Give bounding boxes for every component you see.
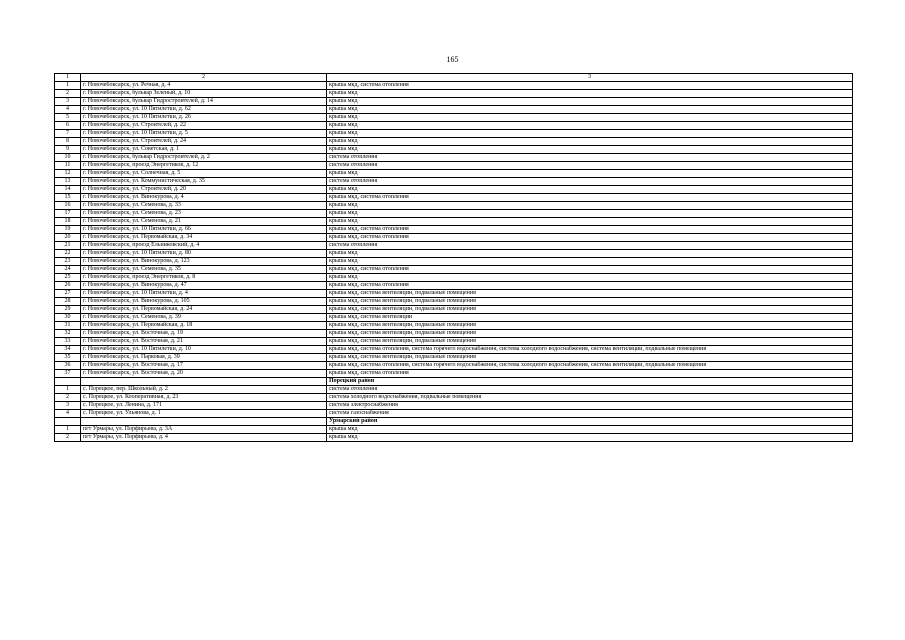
row-address: г. Новочебоксарск, ул. 10 Пятилетки, д. 66 xyxy=(81,226,327,234)
table-row xyxy=(55,226,853,234)
row-address: г. Новочебоксарск, проезд Энергетиков, д. 12 xyxy=(81,162,327,170)
row-number: 1 xyxy=(55,386,81,394)
row-number: 16 xyxy=(55,202,81,210)
row-works: крыша мкд, система вентиляции xyxy=(327,314,853,322)
table-row xyxy=(55,98,853,106)
column-header-number: 1 xyxy=(55,74,81,82)
row-address: г. Новочебоксарск, ул. Первомайская, д. 34 xyxy=(81,234,327,242)
table-row xyxy=(55,106,853,114)
row-address: г. Новочебоксарск, ул. Первомайская, д. 24 xyxy=(81,306,327,314)
row-works: система газоснабжения xyxy=(327,410,853,418)
table-row xyxy=(55,354,853,362)
row-works: крыша мкд, система отопления xyxy=(327,370,853,378)
row-works: система отопления xyxy=(327,162,853,170)
row-number: 21 xyxy=(55,242,81,250)
row-address: г. Новочебоксарск, проезд Ельниковский, д. 4 xyxy=(81,242,327,250)
row-works: крыша мкд xyxy=(327,138,853,146)
row-number: 37 xyxy=(55,370,81,378)
table-row xyxy=(55,314,853,322)
row-address: с. Порецкое, ул. Кооперативная, д. 23 xyxy=(81,394,327,402)
table-row xyxy=(55,362,853,370)
row-works: крыша мкд xyxy=(327,122,853,130)
row-number: 11 xyxy=(55,162,81,170)
table-row xyxy=(55,394,853,402)
column-header-address: 2 xyxy=(81,74,327,82)
table-row xyxy=(55,370,853,378)
row-address: г. Новочебоксарск, ул. Советская, д. 1 xyxy=(81,146,327,154)
table-row xyxy=(55,90,853,98)
row-works: крыша мкд xyxy=(327,274,853,282)
row-number: 29 xyxy=(55,306,81,314)
row-address: г. Новочебоксарск, ул. Семенова, д. 21 xyxy=(81,218,327,226)
row-works: система отопления xyxy=(327,386,853,394)
row-works: крыша мкд, система отопления xyxy=(327,266,853,274)
table-header-row xyxy=(55,74,853,82)
table-row xyxy=(55,186,853,194)
row-address: с. Порецкое, ул. Ленина, д. 171 xyxy=(81,402,327,410)
table-row xyxy=(55,434,853,442)
row-number: 20 xyxy=(55,234,81,242)
table-row xyxy=(55,402,853,410)
row-address: г. Новочебоксарск, ул. Семенова, д. 23 xyxy=(81,210,327,218)
row-number: 4 xyxy=(55,106,81,114)
row-number: 24 xyxy=(55,266,81,274)
table-row xyxy=(55,218,853,226)
row-number: 13 xyxy=(55,178,81,186)
row-number: 2 xyxy=(55,434,81,442)
section-header-row xyxy=(55,418,853,426)
row-address: пгт Урмары, ул. Порфирьева, д. 3А xyxy=(81,426,327,434)
row-works: крыша мкд xyxy=(327,202,853,210)
row-address: г. Новочебоксарск, ул. Строителей, д. 22 xyxy=(81,122,327,130)
row-works: крыша мкд xyxy=(327,170,853,178)
row-address: г. Новочебоксарск, ул. Восточная, д. 20 xyxy=(81,370,327,378)
section-header-row xyxy=(55,378,853,386)
row-number: 1 xyxy=(55,426,81,434)
row-works: крыша мкд xyxy=(327,98,853,106)
row-address: г. Новочебоксарск, ул. Винокурова, д. 105 xyxy=(81,298,327,306)
row-address: г. Новочебоксарск, ул. 10 Пятилетки, д. 62 xyxy=(81,106,327,114)
table-row xyxy=(55,138,853,146)
row-works: крыша мкд, система вентиляции, подвальные помещения xyxy=(327,322,853,330)
table-row xyxy=(55,282,853,290)
row-number: 9 xyxy=(55,146,81,154)
row-number: 22 xyxy=(55,250,81,258)
row-works: крыша мкд xyxy=(327,426,853,434)
table-row xyxy=(55,242,853,250)
row-works: крыша мкд xyxy=(327,130,853,138)
table-row xyxy=(55,290,853,298)
table-row xyxy=(55,338,853,346)
row-works: крыша мкд, система отопления xyxy=(327,194,853,202)
row-address: г. Новочебоксарск, ул. Речная, д. 4 xyxy=(81,82,327,90)
row-address: г. Новочебоксарск, ул. 10 Пятилетки, д. 80 xyxy=(81,250,327,258)
row-works: крыша мкд, система отопления, система горячего водоснабжения, система холодного водоснабжения, система вентиляции, подвальные помещения xyxy=(327,346,853,354)
table-row xyxy=(55,82,853,90)
row-works: система электроснабжения xyxy=(327,402,853,410)
row-address: г. Новочебоксарск, ул. Семенова, д. 33 xyxy=(81,202,327,210)
row-address: г. Новочебоксарск, ул. Солнечная, д. 5 xyxy=(81,170,327,178)
table-row xyxy=(55,386,853,394)
row-number: 32 xyxy=(55,330,81,338)
table-row xyxy=(55,266,853,274)
row-number: 3 xyxy=(55,98,81,106)
row-works: крыша мкд xyxy=(327,146,853,154)
column-header-works: 3 xyxy=(327,74,853,82)
row-number: 23 xyxy=(55,258,81,266)
row-works: крыша мкд, система отопления, система горячего водоснабжения, система холодного водоснабжения, система вентиляции, подвальные помещения xyxy=(327,362,853,370)
row-works: крыша мкд, система отопления xyxy=(327,226,853,234)
row-works: крыша мкд xyxy=(327,90,853,98)
table-row xyxy=(55,426,853,434)
row-address: г. Новочебоксарск, ул. Винокурова, д. 47 xyxy=(81,282,327,290)
row-works: крыша мкд, система вентиляции, подвальные помещения xyxy=(327,290,853,298)
register-body xyxy=(55,74,853,442)
row-address: г. Новочебоксарск, ул. Восточная, д. 17 xyxy=(81,362,327,370)
row-number: 15 xyxy=(55,194,81,202)
table-row xyxy=(55,210,853,218)
table-row xyxy=(55,410,853,418)
row-number: 33 xyxy=(55,338,81,346)
row-address: г. Новочебоксарск, ул. Восточная, д. 19 xyxy=(81,330,327,338)
row-works: крыша мкд xyxy=(327,250,853,258)
table-row xyxy=(55,298,853,306)
row-works: крыша мкд xyxy=(327,258,853,266)
row-works: крыша мкд, система отопления xyxy=(327,282,853,290)
row-number: 36 xyxy=(55,362,81,370)
row-address: г. Новочебоксарск, ул. Парковая, д. 39 xyxy=(81,354,327,362)
row-number: 28 xyxy=(55,298,81,306)
row-number: 19 xyxy=(55,226,81,234)
row-number: 26 xyxy=(55,282,81,290)
row-number: 14 xyxy=(55,186,81,194)
row-works: крыша мкд xyxy=(327,210,853,218)
row-number: 31 xyxy=(55,322,81,330)
row-number: 25 xyxy=(55,274,81,282)
page-number: 165 xyxy=(446,55,459,64)
table-row xyxy=(55,130,853,138)
row-number: 2 xyxy=(55,90,81,98)
table-row xyxy=(55,178,853,186)
row-number: 30 xyxy=(55,314,81,322)
row-number: 17 xyxy=(55,210,81,218)
row-address: г. Новочебоксарск, ул. Семенова, д. 35 xyxy=(81,266,327,274)
row-works: крыша мкд, система вентиляции, подвальные помещения xyxy=(327,298,853,306)
table-row xyxy=(55,258,853,266)
row-works: крыша мкд, система вентиляции, подвальные помещения xyxy=(327,354,853,362)
row-works: крыша мкд, система отопления xyxy=(327,82,853,90)
row-address: г. Новочебоксарск, ул. 10 Пятилетки, д. 5 xyxy=(81,130,327,138)
table-row xyxy=(55,194,853,202)
row-address: г. Новочебоксарск, бульвар Зеленый, д. 10 xyxy=(81,90,327,98)
row-address: г. Новочебоксарск, ул. Первомайская, д. 18 xyxy=(81,322,327,330)
row-works: крыша мкд xyxy=(327,186,853,194)
table-row xyxy=(55,154,853,162)
row-address: г. Новочебоксарск, проезд Энергетиков, д. 8 xyxy=(81,274,327,282)
row-works: крыша мкд, система вентиляции, подвальные помещения xyxy=(327,338,853,346)
row-address: г. Новочебоксарск, ул. 10 Пятилетки, д. 10 xyxy=(81,346,327,354)
section-empty-cell xyxy=(81,378,327,386)
row-works: крыша мкд xyxy=(327,434,853,442)
row-number: 3 xyxy=(55,402,81,410)
row-address: г. Новочебоксарск, ул. Строителей, д. 20 xyxy=(81,186,327,194)
row-address: с. Порецкое, ул. Ульянова, д. 1 xyxy=(81,410,327,418)
row-number: 7 xyxy=(55,130,81,138)
table-row xyxy=(55,170,853,178)
row-number: 18 xyxy=(55,218,81,226)
table-row xyxy=(55,162,853,170)
row-number: 6 xyxy=(55,122,81,130)
row-address: г. Новочебоксарск, ул. Коммунистическая, д. 35 xyxy=(81,178,327,186)
row-works: крыша мкд, система отопления xyxy=(327,234,853,242)
table-row xyxy=(55,306,853,314)
table-row xyxy=(55,122,853,130)
row-number: 27 xyxy=(55,290,81,298)
row-works: система отопления xyxy=(327,178,853,186)
row-works: система отопления xyxy=(327,154,853,162)
row-address: г. Новочебоксарск, бульвар Гидростроителей, д. 14 xyxy=(81,98,327,106)
row-number: 2 xyxy=(55,394,81,402)
row-works: крыша мкд xyxy=(327,218,853,226)
row-address: г. Новочебоксарск, ул. Винокурова, д. 123 xyxy=(81,258,327,266)
table-row xyxy=(55,346,853,354)
row-works: крыша мкд xyxy=(327,114,853,122)
section-empty-cell xyxy=(55,378,81,386)
row-address: с. Порецкое, пер. Школьный, д. 2 xyxy=(81,386,327,394)
table-row xyxy=(55,114,853,122)
table-row xyxy=(55,274,853,282)
row-number: 35 xyxy=(55,354,81,362)
table-row xyxy=(55,322,853,330)
row-number: 34 xyxy=(55,346,81,354)
section-empty-cell xyxy=(81,418,327,426)
row-number: 12 xyxy=(55,170,81,178)
section-title: Порецкий район xyxy=(327,378,853,386)
row-address: г. Новочебоксарск, ул. Семенова, д. 39 xyxy=(81,314,327,322)
row-address: г. Новочебоксарск, ул. Восточная, д. 21 xyxy=(81,338,327,346)
row-works: крыша мкд xyxy=(327,106,853,114)
row-address: г. Новочебоксарск, ул. Винокурова, д. 4 xyxy=(81,194,327,202)
row-number: 8 xyxy=(55,138,81,146)
row-works: система отопления xyxy=(327,242,853,250)
row-works: система холодного водоснабжения, подвальные помещения xyxy=(327,394,853,402)
row-address: г. Новочебоксарск, ул. 10 Пятилетки, д. 26 xyxy=(81,114,327,122)
row-address: г. Новочебоксарск, бульвар Гидростроителей, д. 2 xyxy=(81,154,327,162)
section-title: Урмарский район xyxy=(327,418,853,426)
row-works: крыша мкд, система вентиляции, подвальные помещения xyxy=(327,330,853,338)
table-row xyxy=(55,146,853,154)
table-row xyxy=(55,330,853,338)
row-address: пгт Урмары, ул. Порфирьева, д. 4 xyxy=(81,434,327,442)
table-row xyxy=(55,202,853,210)
row-number: 10 xyxy=(55,154,81,162)
row-address: г. Новочебоксарск, ул. 10 Пятилетки, д. 4 xyxy=(81,290,327,298)
row-works: крыша мкд, система вентиляции, подвальные помещения xyxy=(327,306,853,314)
table-row xyxy=(55,234,853,242)
repair-register-table xyxy=(54,73,853,442)
row-number: 5 xyxy=(55,114,81,122)
table-row xyxy=(55,250,853,258)
row-address: г. Новочебоксарск, ул. Строителей, д. 24 xyxy=(81,138,327,146)
section-empty-cell xyxy=(55,418,81,426)
row-number: 1 xyxy=(55,82,81,90)
row-number: 4 xyxy=(55,410,81,418)
